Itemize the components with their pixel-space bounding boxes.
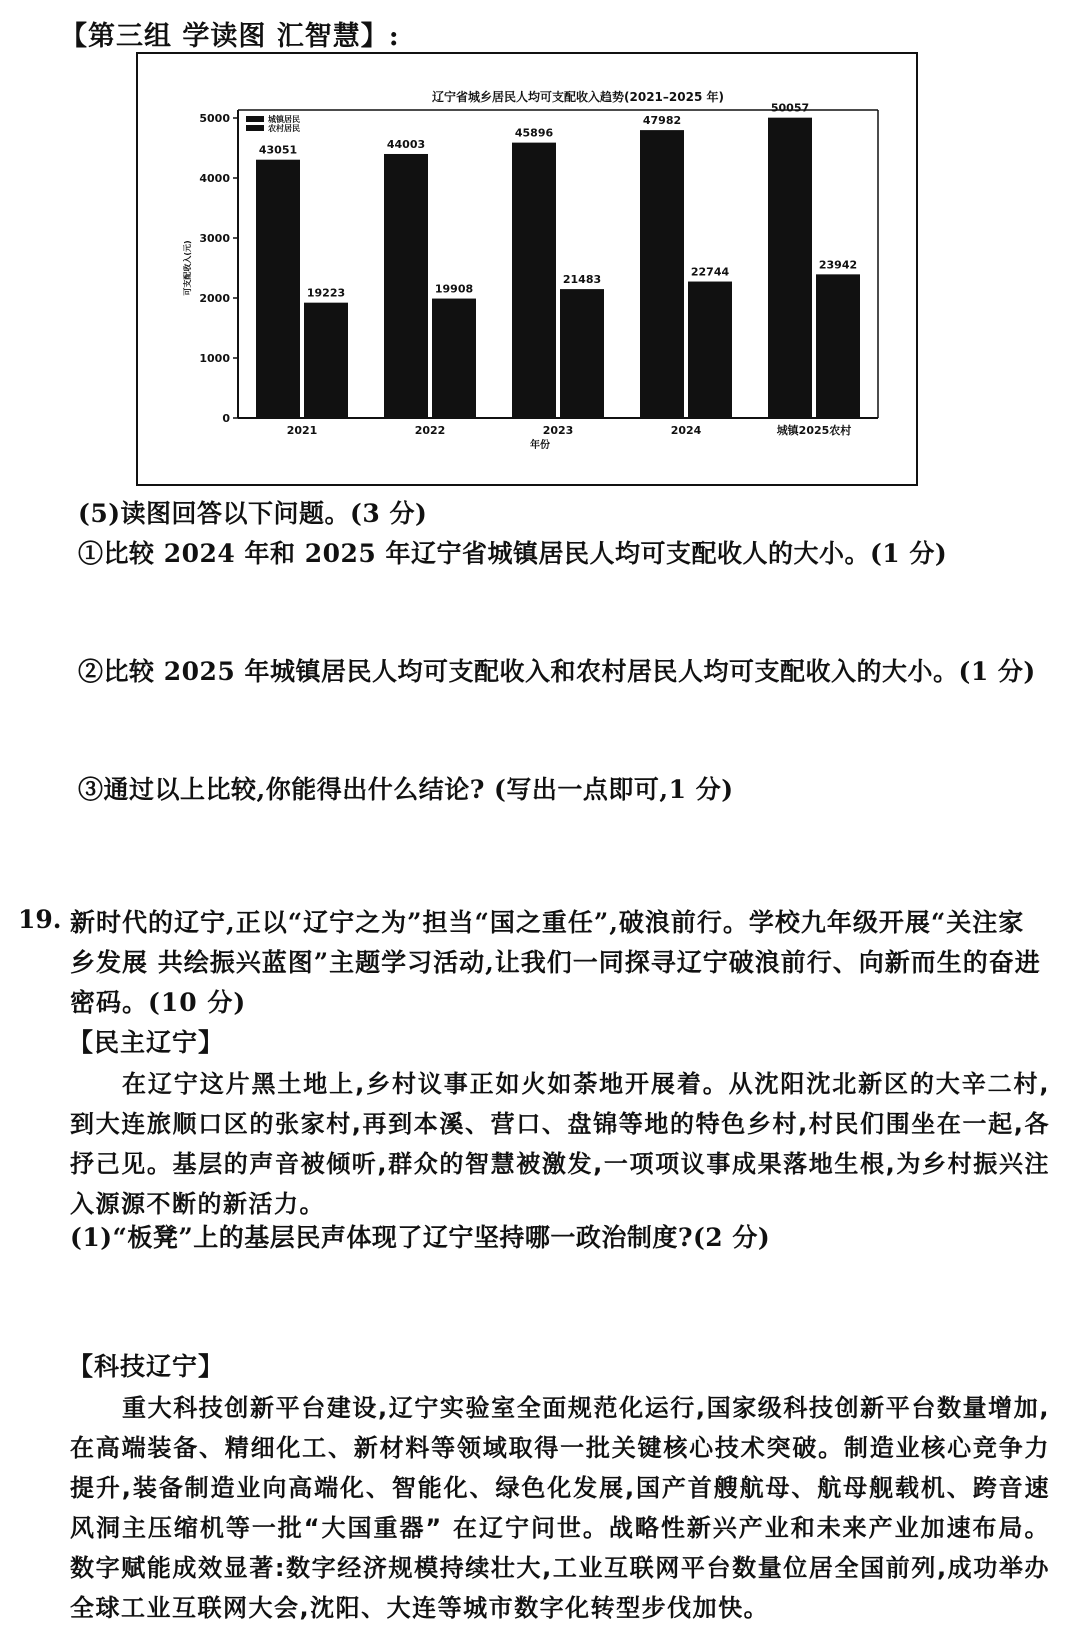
y-tick-label: 1000 bbox=[199, 352, 230, 365]
bar-value-label: 44003 bbox=[386, 137, 426, 151]
legend-label: 农村居民 bbox=[268, 124, 300, 133]
bar-value-label: 47982 bbox=[642, 114, 682, 128]
x-tick-label: 2023 bbox=[542, 424, 574, 437]
bar-value-label: 23942 bbox=[818, 258, 858, 272]
bar-urban bbox=[512, 143, 556, 418]
income-chart bbox=[136, 52, 918, 486]
bar-value-label: 19223 bbox=[306, 286, 346, 300]
bar-value-label: 45896 bbox=[514, 126, 554, 140]
y-tick-label: 5000 bbox=[199, 112, 230, 125]
section-tech-title: 【科技辽宁】 bbox=[68, 1352, 225, 1381]
bar-urban bbox=[640, 130, 684, 418]
x-axis-label: 年份 bbox=[530, 440, 550, 451]
x-tick-label: 2024 bbox=[670, 424, 702, 437]
bar-rural bbox=[304, 303, 348, 418]
q5-sub3: ③通过以上比较,你能得出什么结论? (写出一点即可,1 分) bbox=[78, 775, 734, 804]
income-chart-svg bbox=[138, 54, 916, 484]
y-tick-label: 4000 bbox=[199, 172, 230, 185]
y-tick-label: 3000 bbox=[199, 232, 230, 245]
bar-value-label: 43051 bbox=[258, 143, 298, 157]
legend-swatch bbox=[246, 116, 264, 122]
q5-sub2: ②比较 2025 年城镇居民人均可支配收入和农村居民人均可支配收入的大小。(1 分) bbox=[78, 657, 1036, 686]
legend-label: 城镇居民 bbox=[268, 115, 300, 124]
bar-urban bbox=[768, 118, 812, 418]
q5-sub1: ①比较 2024 年和 2025 年辽宁省城镇居民人均可支配收人的大小。(1 分) bbox=[78, 539, 948, 568]
chart-title: 辽宁省城乡居民人均可支配收入趋势(2021–2025 年) bbox=[432, 90, 724, 104]
section-democracy-title: 【民主辽宁】 bbox=[68, 1028, 225, 1057]
bar-value-label: 22744 bbox=[690, 265, 730, 279]
q19-number: 19. bbox=[18, 905, 62, 934]
x-tick-label: 2022 bbox=[414, 424, 446, 437]
bar-urban bbox=[256, 160, 300, 418]
y-axis-label: 可支配收入(元) bbox=[183, 240, 192, 296]
q19-intro: 新时代的辽宁,正以“辽宁之为”担当“国之重任”,破浪前行。学校九年级开展“关注家乡发展 共绘振兴蓝图”主题学习活动,让我们一同探寻辽宁破浪前行、向新而生的奋进密码。(10 分) bbox=[70, 908, 1041, 1017]
q19-question-1: (1)“板凳”上的基层民声体现了辽宁坚持哪一政治制度?(2 分) bbox=[70, 1223, 771, 1252]
x-tick-label: 城镇2025农村 bbox=[776, 424, 852, 437]
bar-rural bbox=[816, 274, 860, 418]
bar-rural bbox=[688, 282, 732, 418]
x-tick-label: 2021 bbox=[286, 424, 318, 437]
group-title: 【第三组 学读图 汇智慧】: bbox=[60, 21, 400, 52]
bar-value-label: 50057 bbox=[770, 101, 810, 115]
legend-swatch bbox=[246, 125, 264, 131]
bar-value-label: 19908 bbox=[434, 282, 474, 296]
y-tick-label: 0 bbox=[222, 412, 230, 425]
y-tick-label: 2000 bbox=[199, 292, 230, 305]
bar-rural bbox=[560, 289, 604, 418]
bar-urban bbox=[384, 154, 428, 418]
bar-value-label: 21483 bbox=[562, 273, 602, 287]
section-democracy-text: 在辽宁这片黑土地上,乡村议事正如火如荼地开展着。从沈阳沈北新区的大辛二村,到大连旅顺口区的张家村,再到本溪、营口、盘锦等地的特色乡村,村民们围坐在一起,各抒己见。基层的声音被倾听,群众的智慧被激发,一项项议事成果落地生根,为乡村振兴注入源源不断的新活力。 bbox=[70, 1070, 1050, 1218]
bar-rural bbox=[432, 299, 476, 418]
section-tech-text: 重大科技创新平台建设,辽宁实验室全面规范化运行,国家级科技创新平台数量增加,在高端装备、精细化工、新材料等领域取得一批关键核心技术突破。制造业核心竞争力提升,装备制造业向高端化、智能化、绿色化发展,国产首艘航母、航母舰载机、跨音速风洞主压缩机等一批“大国重器” 在辽宁问世。战略性新兴产业和未来产业加速布局。数字赋能成效显著:数字经济规模持续壮大,工业互联网平台数量位居全国前列,成功举办全球工业互联网大会,沈阳、大连等城市数字化转型步伐加快。 bbox=[70, 1394, 1050, 1622]
q5-title: (5)读图回答以下问题。(3 分) bbox=[78, 499, 428, 528]
